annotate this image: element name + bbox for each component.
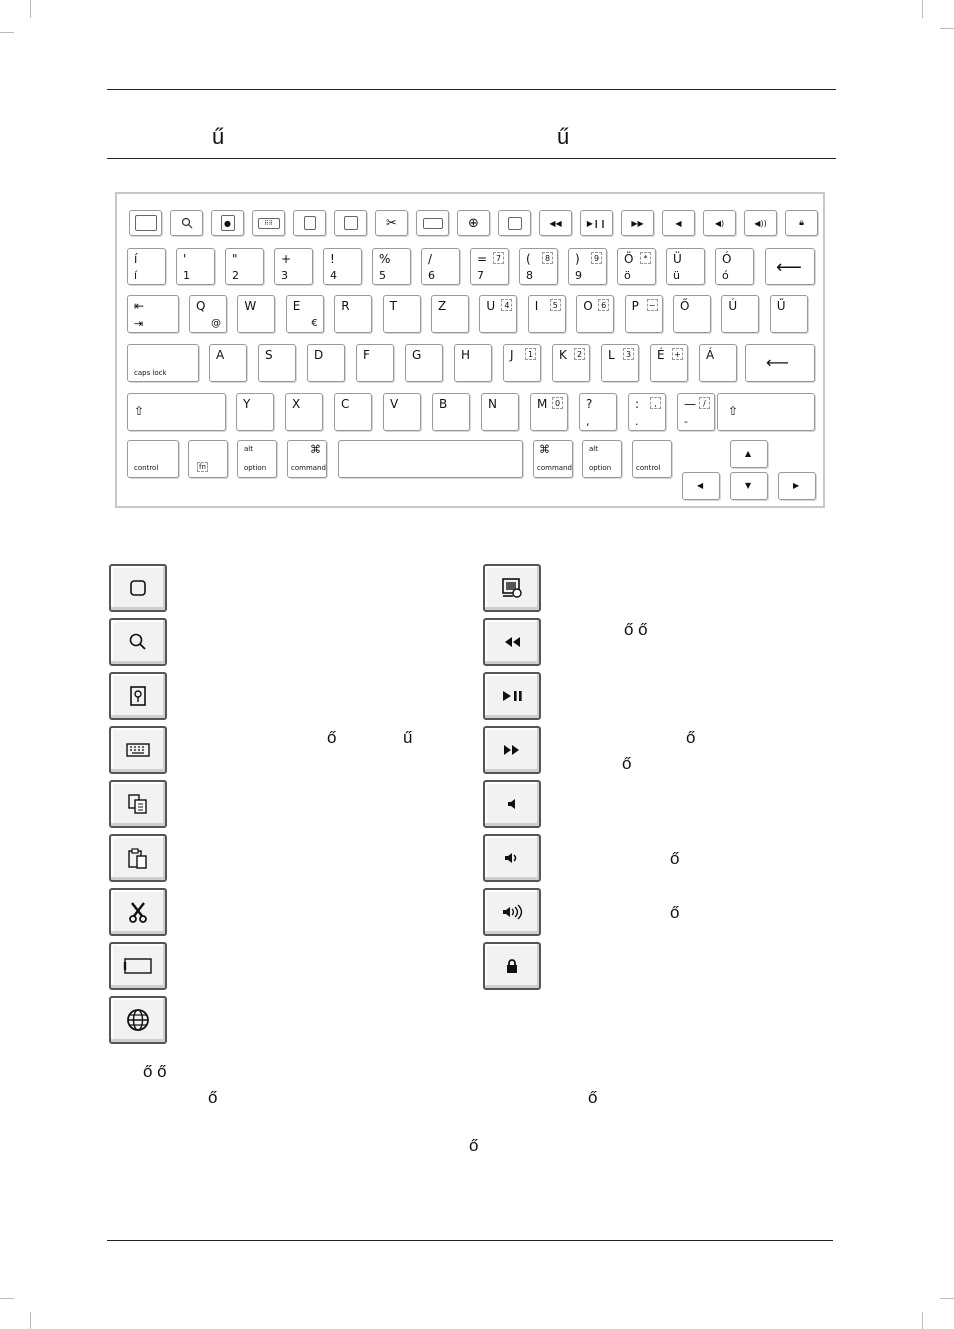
option-label: option	[589, 464, 612, 472]
key-primary-label: '	[183, 252, 187, 266]
legend-text-char: ő	[469, 1136, 479, 1155]
fn-key-home	[129, 210, 162, 236]
legend-paste-key	[109, 834, 167, 882]
key-primary-label: Q	[196, 299, 206, 313]
legend-globe-key	[109, 996, 167, 1044]
key-primary-label: Y	[243, 397, 251, 411]
letter-key	[528, 295, 566, 333]
home-icon	[128, 578, 148, 598]
key-secondary-label: 8	[526, 269, 533, 282]
key-primary-label: M	[537, 397, 548, 411]
legend-home-key	[109, 564, 167, 612]
photo-icon: ●	[221, 215, 235, 231]
key-primary-label: L	[608, 348, 615, 362]
key-primary-label: ?	[586, 397, 593, 411]
header-top-rule	[107, 89, 836, 90]
letter-key	[189, 295, 227, 333]
key-primary-label: B	[439, 397, 448, 411]
letter-key	[225, 248, 264, 285]
key-primary-label: í	[134, 252, 138, 266]
letter-key	[334, 295, 372, 333]
fn-key-keyboard	[252, 210, 285, 236]
key-primary-label: O	[583, 299, 593, 313]
key-secondary-label: 4	[330, 269, 337, 282]
letter-key	[579, 393, 617, 431]
key-primary-label: Á	[706, 348, 715, 362]
play-pause-icon	[501, 690, 523, 702]
letter-key	[673, 295, 711, 333]
crop-mark	[30, 1312, 31, 1329]
key-primary-label: Ö	[624, 252, 634, 266]
enter-key	[745, 344, 815, 382]
backspace-label: ⟵	[776, 257, 802, 278]
command-label: command	[291, 464, 326, 472]
key-numpad-label: *	[640, 252, 651, 264]
letter-key	[699, 344, 737, 382]
key-primary-label: Ü	[673, 252, 682, 266]
right-option-key	[582, 440, 622, 478]
legend-select-key	[109, 942, 167, 990]
key-primary-label: Ó	[722, 252, 732, 266]
letter-key	[127, 248, 166, 285]
alt-label: alt	[244, 445, 253, 453]
fn-key-fast-forward	[621, 210, 654, 236]
keyboard-icon	[126, 743, 150, 757]
legend-text-char: ő	[327, 728, 337, 747]
key-secondary-label: í	[134, 269, 138, 282]
key-primary-label: /	[428, 252, 433, 266]
shift-icon: ⇧	[728, 404, 739, 418]
key-primary-label: E	[292, 299, 301, 313]
option-label: option	[244, 464, 267, 472]
command-label: command	[537, 464, 572, 472]
legend-keyboard-key	[109, 726, 167, 774]
key-primary-label: H	[461, 348, 471, 362]
paste-icon	[344, 216, 358, 230]
key-primary-label: T	[389, 299, 397, 313]
letter-key	[286, 295, 324, 333]
key-numpad-label: 8	[542, 252, 553, 264]
key-numpad-label: +	[672, 348, 683, 360]
key-numpad-label: 7	[493, 252, 504, 264]
key-secondary-label: 1	[183, 269, 190, 282]
legend-lock-key	[483, 942, 541, 990]
letter-key	[677, 393, 715, 431]
fn-key-slideshow	[498, 210, 531, 236]
left-option-key	[237, 440, 277, 478]
letter-key	[617, 248, 656, 285]
key-numpad-label: −	[647, 299, 658, 311]
key-secondary-label: 7	[477, 269, 484, 282]
letter-key	[236, 393, 274, 431]
legend-text-char: ő	[208, 1088, 218, 1107]
letter-key	[176, 248, 215, 285]
key-numpad-label: 4	[501, 299, 512, 311]
legend-fast-forward-key	[483, 726, 541, 774]
search-icon	[128, 632, 148, 652]
letter-key	[383, 393, 421, 431]
fn-key-copy	[293, 210, 326, 236]
key-secondary-label: 6	[428, 269, 435, 282]
play-pause-icon: ▶❙❙	[586, 218, 607, 228]
key-primary-label: +	[281, 252, 292, 266]
legend-volume-up-key	[483, 888, 541, 936]
key-secondary-label: .	[635, 415, 639, 428]
key-secondary-label: 2	[232, 269, 239, 282]
legend-text-char: ő	[686, 728, 696, 747]
legend-mute-key	[483, 780, 541, 828]
fn-label: fn	[199, 463, 206, 471]
key-primary-label: X	[292, 397, 301, 411]
slideshow-icon	[508, 217, 522, 230]
letter-key	[356, 344, 394, 382]
fn-key-mute	[662, 210, 695, 236]
fn-key-paste	[334, 210, 367, 236]
legend-text-char: ő	[588, 1088, 598, 1107]
fn-key	[188, 440, 228, 478]
legend-text-char: ő	[670, 903, 680, 922]
letter-key	[770, 295, 808, 333]
fn-key-rewind	[539, 210, 572, 236]
command-symbol: ⌘	[539, 443, 550, 456]
key-primary-label: K	[559, 348, 567, 362]
key-numpad-label: 5	[550, 299, 561, 311]
key-secondary-label: 5	[379, 269, 386, 282]
key-secondary-label: 3	[281, 269, 288, 282]
fn-key-lock	[785, 210, 818, 236]
letter-key	[650, 344, 688, 382]
key-numpad-label: ,	[650, 397, 661, 409]
key-primary-label: D	[314, 348, 324, 362]
legend-cut-key	[109, 888, 167, 936]
legend-text-char: ő	[670, 849, 680, 868]
slideshow-icon	[500, 576, 524, 600]
legend-photo-key	[109, 672, 167, 720]
letter-key	[552, 344, 590, 382]
alt-label: alt	[589, 445, 598, 453]
letter-key	[721, 295, 759, 333]
mute-icon: ◀	[675, 218, 682, 228]
fn-key-select	[416, 210, 449, 236]
arrow-down-key	[730, 472, 768, 500]
key-numpad-label: 0	[552, 397, 563, 409]
key-primary-label: N	[488, 397, 497, 411]
letter-key	[334, 393, 372, 431]
key-secondary-label: 9	[575, 269, 582, 282]
key-secondary-label: -	[684, 415, 688, 428]
fn-key-volume-down	[703, 210, 736, 236]
legend-slideshow-key	[483, 564, 541, 612]
letter-key	[481, 393, 519, 431]
letter-key	[715, 248, 754, 285]
letter-key	[323, 248, 362, 285]
letter-key	[470, 248, 509, 285]
crop-mark	[940, 28, 954, 29]
header-bottom-rule	[107, 158, 836, 159]
legend-volume-down-key	[483, 834, 541, 882]
letter-key	[519, 248, 558, 285]
letter-key	[274, 248, 313, 285]
legend-play-pause-key	[483, 672, 541, 720]
legend-search-key	[109, 618, 167, 666]
fn-key-volume-up	[744, 210, 777, 236]
letter-key	[479, 295, 517, 333]
key-primary-label: !	[330, 252, 335, 266]
key-primary-label: %	[379, 252, 391, 266]
crop-mark	[0, 32, 14, 33]
arrow-right-key	[778, 472, 816, 500]
arrow-down-icon: ▼	[745, 481, 752, 490]
key-primary-label: (	[526, 252, 531, 266]
backspace-key	[765, 248, 815, 285]
mute-icon	[505, 797, 519, 811]
letter-key	[503, 344, 541, 382]
key-primary-label: G	[412, 348, 422, 362]
left-control-key	[127, 440, 179, 478]
shift-icon: ⇧	[134, 404, 145, 418]
letter-key	[628, 393, 666, 431]
copy-icon	[304, 216, 316, 230]
letter-key	[237, 295, 275, 333]
crop-mark	[30, 0, 31, 18]
header-char-left: ű	[212, 124, 225, 149]
select-icon	[423, 218, 443, 229]
legend-text-char: ű	[403, 728, 413, 747]
letter-key	[209, 344, 247, 382]
tab-label-bottom: ⇥	[134, 317, 144, 330]
crop-mark	[0, 1298, 14, 1299]
letter-key	[530, 393, 568, 431]
caps-lock-key	[127, 344, 199, 382]
key-primary-label: É	[657, 348, 665, 362]
letter-key	[454, 344, 492, 382]
space-bar	[338, 440, 523, 478]
key-primary-label: "	[232, 252, 238, 266]
key-primary-label: F	[363, 348, 370, 362]
key-primary-label: I	[534, 299, 539, 313]
letter-key	[666, 248, 705, 285]
fn-key-photo	[211, 210, 244, 236]
key-primary-label: Ű	[776, 299, 786, 313]
fn-key-play-pause	[580, 210, 613, 236]
footer-rule	[107, 1240, 833, 1241]
legend-rewind-key	[483, 618, 541, 666]
letter-key	[258, 344, 296, 382]
key-numpad-label: 1	[525, 348, 536, 360]
key-numpad-label: /	[699, 397, 710, 409]
rewind-icon	[502, 636, 522, 648]
legend-text-char: ő ő	[143, 1062, 167, 1081]
key-secondary-label: ó	[722, 269, 729, 282]
volume-down-icon: ◀)	[714, 218, 725, 228]
cut-icon: ✂	[386, 215, 397, 231]
fn-key-cut	[375, 210, 408, 236]
letter-key	[601, 344, 639, 382]
letter-key	[421, 248, 460, 285]
key-secondary-label: ö	[624, 269, 631, 282]
key-secondary-label: ü	[673, 269, 680, 282]
control-label: control	[134, 464, 159, 472]
arrow-right-icon: ▶	[793, 481, 800, 490]
caps-lock-label: caps lock	[134, 369, 167, 377]
letter-key	[576, 295, 614, 333]
key-secondary-label: ,	[586, 415, 590, 428]
control-label: control	[636, 464, 661, 472]
key-primary-label: )	[575, 252, 580, 266]
letter-key	[432, 393, 470, 431]
tab-label-top: ⇤	[134, 299, 145, 313]
key-primary-label: =	[477, 252, 488, 266]
crop-mark	[922, 1312, 923, 1329]
enter-label: ⟵	[766, 353, 789, 372]
tab-key	[127, 295, 179, 333]
key-alt-label: @	[211, 318, 221, 329]
key-primary-label: Ő	[680, 299, 690, 313]
letter-key	[383, 295, 421, 333]
lock-icon: 🔒︎	[799, 218, 804, 228]
key-primary-label: S	[265, 348, 273, 362]
key-primary-label: :	[635, 397, 640, 411]
crop-mark	[940, 1298, 954, 1299]
rewind-icon: ◀◀	[549, 218, 562, 228]
globe-icon: ⊕	[468, 215, 479, 231]
search-icon	[181, 217, 193, 229]
volume-up-icon	[501, 904, 523, 920]
key-primary-label: J	[510, 348, 514, 362]
lock-icon	[505, 958, 519, 974]
letter-key	[285, 393, 323, 431]
volume-up-icon: ◀))	[754, 218, 767, 228]
fn-key-globe	[457, 210, 490, 236]
letter-key	[568, 248, 607, 285]
key-primary-label: V	[390, 397, 399, 411]
key-primary-label: R	[341, 299, 350, 313]
legend-text-char: ő ő	[624, 620, 648, 639]
arrow-left-icon: ◀	[697, 481, 704, 490]
letter-key	[431, 295, 469, 333]
cut-icon	[128, 901, 148, 923]
left-shift-key	[127, 393, 226, 431]
left-command-key	[287, 440, 327, 478]
arrow-up-icon: ▲	[745, 449, 752, 458]
key-primary-label: Z	[438, 299, 447, 313]
letter-key	[625, 295, 663, 333]
key-primary-label: W	[244, 299, 257, 313]
volume-down-icon	[503, 851, 521, 865]
letter-key	[372, 248, 411, 285]
fn-key-search	[170, 210, 203, 236]
key-numpad-label: 6	[598, 299, 609, 311]
key-primary-label: Ú	[728, 299, 738, 313]
fast-forward-icon: ▶▶	[631, 218, 644, 228]
key-primary-label: P	[631, 299, 639, 313]
right-command-key	[533, 440, 573, 478]
right-control-key	[632, 440, 672, 478]
key-primary-label: —	[684, 397, 696, 411]
letter-key	[405, 344, 443, 382]
key-numpad-label: 3	[623, 348, 634, 360]
home-icon	[135, 215, 157, 231]
key-numpad-label: 9	[591, 252, 602, 264]
arrow-left-key	[682, 472, 720, 500]
copy-icon	[127, 793, 149, 815]
photo-icon	[128, 685, 148, 707]
right-shift-key	[717, 393, 815, 431]
legend-copy-key	[109, 780, 167, 828]
key-primary-label: U	[486, 299, 496, 313]
crop-mark	[922, 0, 923, 18]
command-symbol: ⌘	[310, 443, 321, 456]
letter-key	[307, 344, 345, 382]
fast-forward-icon	[502, 744, 522, 756]
legend-text-char: ő	[622, 754, 632, 773]
key-numpad-label: 2	[574, 348, 585, 360]
arrow-up-key	[730, 440, 768, 468]
keyboard-icon: ⠿⠿	[258, 218, 280, 229]
keyboard-diagram	[115, 192, 825, 508]
key-primary-label: A	[216, 348, 225, 362]
select-icon	[123, 957, 153, 975]
paste-icon	[127, 847, 149, 869]
key-alt-label: €	[311, 318, 318, 329]
header-char-right: ű	[557, 124, 570, 149]
key-primary-label: C	[341, 397, 350, 411]
globe-icon	[126, 1008, 150, 1032]
